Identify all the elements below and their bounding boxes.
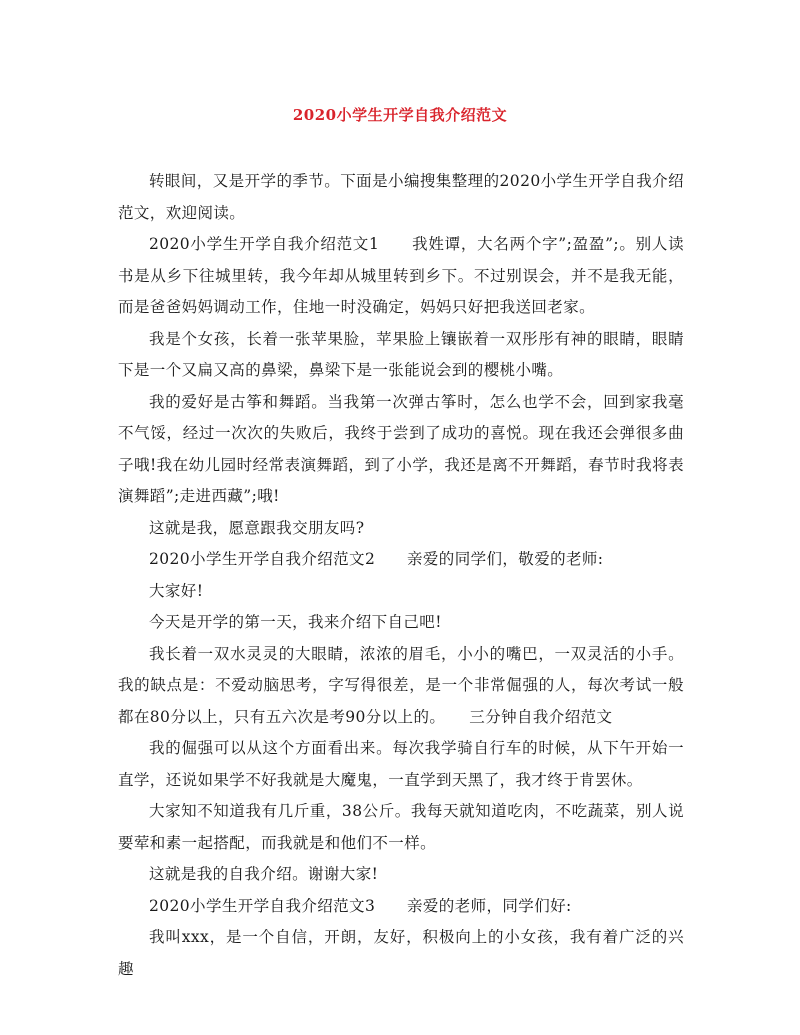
paragraph: 大家知不知道我有几斤重，38公斤。我每天就知道吃肉，不吃蔬菜，别人说要荤和素一起搭配，而我就是和他们不一样。	[118, 802, 684, 852]
document-title: 2020小学生开学自我介绍范文	[292, 106, 508, 124]
paragraph: 2020小学生开学自我介绍范文2 亲爱的同学们，敬爱的老师:	[149, 550, 604, 568]
paragraph: 我长着一双水灵灵的大眼睛，浓浓的眉毛，小小的嘴巴，一双灵活的小手。我的缺点是：不爱动脑思考，字写得很差，是一个非常倔强的人，每次考试一般都在80分以上，只有五六次是考90分以上的。 三分钟自我介绍范文	[118, 644, 684, 726]
paragraph: 我是个女孩，长着一张苹果脸，苹果脸上镶嵌着一双彤彤有神的眼睛，眼睛下是一个又扁又高的鼻梁，鼻梁下是一张能说会到的樱桃小嘴。	[118, 329, 684, 379]
paragraph: 大家好!	[149, 581, 204, 600]
paragraph: 我的爱好是古筝和舞蹈。当我第一次弹古筝时，怎么也学不会，回到家我毫不气馁，经过一次次的失败后，我终于尝到了成功的喜悦。现在我还会弹很多曲子哦!我在幼儿园时经常表演舞蹈，到了小学，我还是离不开舞蹈，春节时我将表演舞蹈”;走进西藏”;哦!	[118, 392, 684, 505]
document-body	[118, 166, 684, 985]
paragraph: 转眼间，又是开学的季节。下面是小编搜集整理的2020小学生开学自我介绍范文，欢迎阅读。	[118, 172, 684, 222]
paragraph: 2020小学生开学自我介绍范文3 亲爱的老师，同学们好:	[149, 896, 572, 915]
paragraph: 这就是我的自我介绍。谢谢大家!	[149, 865, 379, 883]
paragraph: 2020小学生开学自我介绍范文1 我姓谭，大名两个字”;盈盈”;。别人读书是从乡下往城里转，我今年却从城里转到乡下。不过别误会，并不是我无能，而是爸爸妈妈调动工作，住地一时没确定，妈妈只好把我送回老家。	[118, 235, 684, 316]
paragraph: 这就是我，愿意跟我交朋友吗?	[149, 518, 365, 537]
paragraph: 我的倔强可以从这个方面看出来。每次我学骑自行车的时候，从下午开始一直学，还说如果学不好我就是大魔鬼，一直学到天黑了，我才终于肯罢休。	[118, 739, 684, 789]
paragraph: 我叫xxx，是一个自信，开朗，友好，积极向上的小女孩，我有着广泛的兴趣	[118, 928, 684, 978]
paragraph: 今天是开学的第一天，我来介绍下自己吧!	[149, 613, 442, 631]
